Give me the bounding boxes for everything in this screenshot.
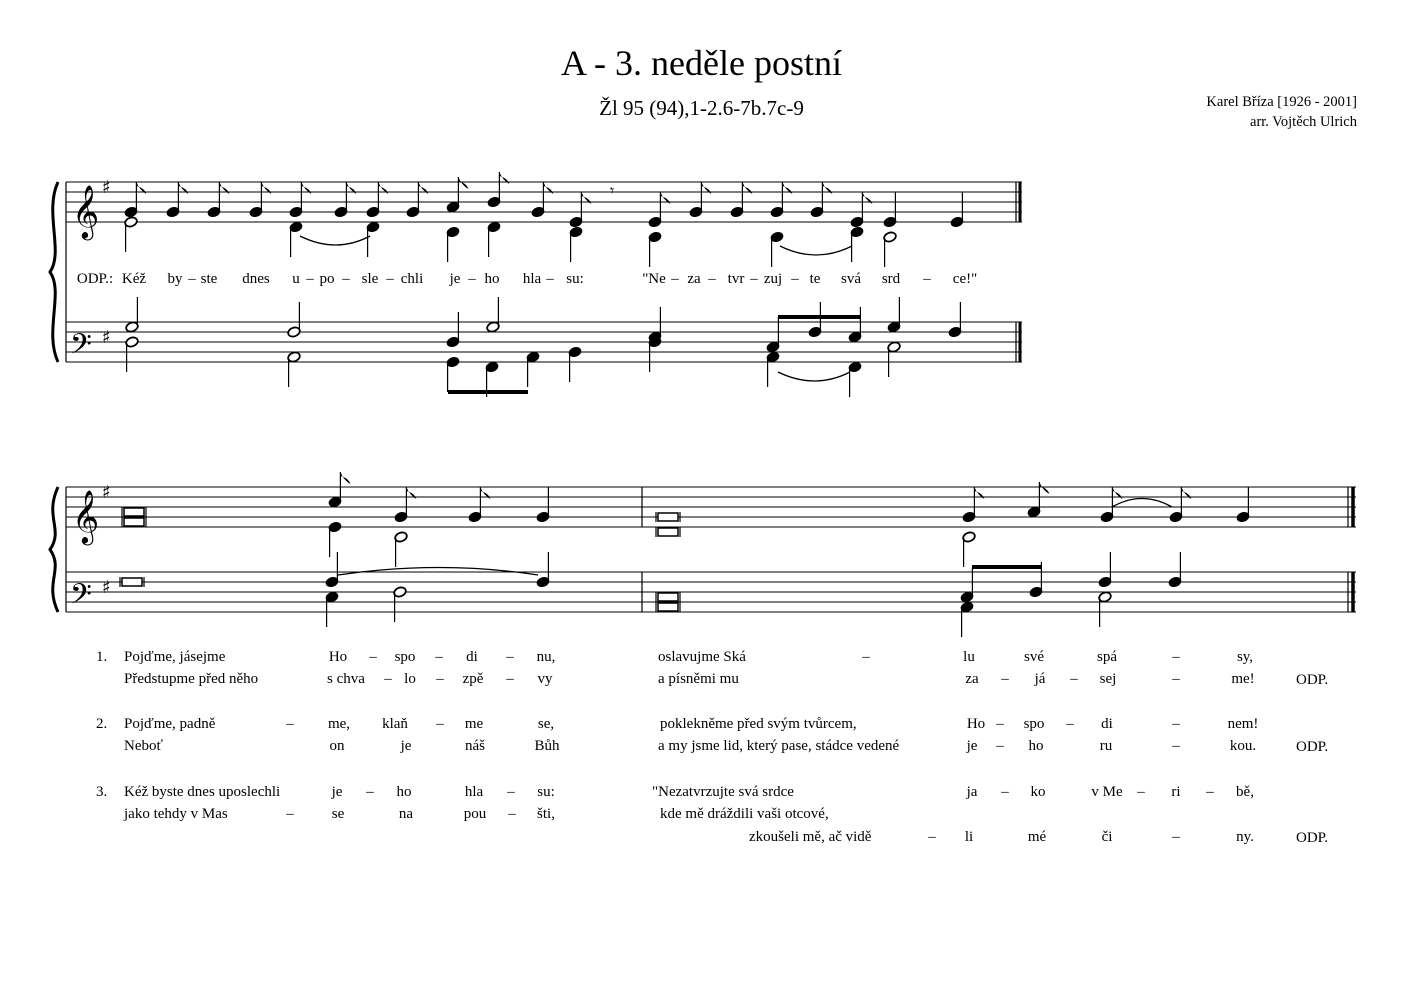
verse-syllable: –	[1070, 671, 1078, 687]
verse-syllable: –	[506, 671, 514, 687]
verse-syllable: on	[329, 738, 345, 754]
breve-note	[658, 593, 678, 601]
tie	[1112, 499, 1172, 508]
verse-syllable: mé	[1027, 829, 1047, 845]
verse-text: jako tehdy v Mas	[124, 806, 228, 822]
verse-syllable: na	[398, 806, 414, 822]
verse-syllable: me!	[1231, 671, 1255, 687]
verse-syllable: pou	[463, 806, 487, 822]
verse-syllable: –	[1066, 716, 1074, 732]
verse-syllable: spo	[1023, 716, 1045, 732]
verse-syllable: –	[508, 806, 516, 822]
odp-marker: ODP.	[1296, 672, 1329, 688]
verse-syllable: –	[996, 716, 1004, 732]
verse-syllable: –	[1172, 649, 1180, 665]
verse-syllable: –	[286, 806, 294, 822]
tie	[300, 236, 370, 245]
system-brace	[50, 487, 58, 612]
verse-syllable: di	[466, 649, 478, 665]
tie	[778, 372, 850, 381]
verse-syllable: me	[464, 716, 484, 732]
verse-syllable: spá	[1097, 649, 1117, 665]
verse-syllable: lu	[963, 649, 975, 665]
refrain-syllable: zuj	[763, 271, 783, 287]
refrain-syllable: –	[342, 271, 350, 287]
verse-syllable: –	[286, 716, 294, 732]
verse-syllable: hla	[464, 784, 484, 800]
key-signature-sharp: ♯	[102, 177, 111, 198]
verse-syllable: –	[1172, 829, 1180, 845]
refrain-syllable: su:	[566, 271, 584, 287]
verse-syllable: –	[506, 649, 514, 665]
verse-syllable: nu,	[536, 649, 556, 665]
verse-syllable: ho	[1028, 738, 1044, 754]
refrain-syllable: svá	[841, 271, 861, 287]
treble-clef-icon: 𝄞	[72, 489, 100, 543]
psalm-reference: Žl 95 (94),1-2.6-7b.7c-9	[599, 96, 804, 120]
odp-marker: ODP.	[1296, 739, 1329, 755]
refrain-syllable: u	[292, 271, 300, 287]
breve-note	[658, 513, 678, 521]
bass-clef-icon: 𝄢	[70, 328, 92, 368]
refrain-syllable: po	[319, 271, 335, 287]
verse-syllable: šti,	[537, 806, 555, 822]
verse-syllable: –	[1172, 716, 1180, 732]
verse-text: "Nezatvrzujte svá srdce	[652, 784, 794, 800]
verse-text: Neboť	[124, 738, 163, 754]
refrain-syllable: ODP.:	[76, 271, 114, 287]
verse-syllable: –	[928, 829, 936, 845]
verse-syllable: –	[384, 671, 392, 687]
breve-note	[124, 508, 144, 516]
verse-syllable: su:	[537, 784, 555, 800]
verse-syllable: –	[996, 738, 1004, 754]
verse-syllable: zpě	[462, 671, 484, 687]
verse-syllable: di	[1101, 716, 1113, 732]
verse-syllable: kou.	[1229, 738, 1257, 754]
verse-text: Kéž byste dnes uposlechli	[124, 784, 281, 800]
verse-syllable: –	[369, 649, 377, 665]
verse-syllable: či	[1101, 829, 1113, 845]
verse-text: zkoušeli mě, ač vidě	[749, 829, 872, 845]
refrain-syllable: –	[468, 271, 476, 287]
verse-syllable: –	[1001, 671, 1009, 687]
refrain-syllable: ce!"	[952, 271, 978, 287]
bass-clef-icon: 𝄢	[70, 578, 92, 618]
verse-number: 3.	[96, 784, 108, 800]
verse-syllable: Bůh	[534, 738, 560, 754]
system-brace	[50, 182, 58, 362]
key-signature-sharp: ♯	[102, 327, 111, 348]
verse-text: poklekněme před svým tvůrcem,	[660, 716, 857, 732]
verse-syllable: sej	[1099, 671, 1117, 687]
arranger: arr. Vojtěch Ulrich	[1250, 114, 1357, 130]
refrain-syllable: by	[167, 271, 183, 287]
notation	[50, 172, 1356, 637]
treble-clef-icon: 𝄞	[72, 184, 100, 238]
verse-syllable: já	[1034, 671, 1046, 687]
page-title: A - 3. neděle postní	[561, 43, 842, 83]
refrain-syllable: Kéž	[121, 271, 147, 287]
verse-syllable: náš	[465, 738, 485, 754]
refrain-syllable: "Ne	[642, 271, 666, 287]
verse-syllable: –	[862, 649, 870, 665]
verse-syllable: –	[436, 671, 444, 687]
breve-note	[124, 518, 144, 526]
tie	[780, 246, 852, 255]
refrain-syllable: –	[791, 271, 799, 287]
verse-syllable: je	[400, 738, 412, 754]
verse-syllable: me,	[327, 716, 351, 732]
refrain-syllable: dnes	[242, 271, 270, 287]
refrain-syllable: –	[923, 271, 931, 287]
refrain-syllable: –	[386, 271, 394, 287]
refrain-syllable: za	[687, 271, 701, 287]
refrain-syllable: je	[449, 271, 461, 287]
refrain-syllable: –	[546, 271, 554, 287]
verse-syllable: klaň	[382, 716, 408, 732]
refrain-syllable: –	[188, 271, 196, 287]
verse-syllable: –	[507, 784, 515, 800]
refrain-syllable: –	[671, 271, 679, 287]
composer: Karel Bříza [1926 - 2001]	[1206, 94, 1357, 110]
verse-syllable: –	[1137, 784, 1145, 800]
refrain-syllable: hla	[522, 271, 542, 287]
refrain-syllable: –	[708, 271, 716, 287]
verse-syllable: se,	[537, 716, 555, 732]
odp-marker: ODP.	[1296, 830, 1329, 846]
verse-syllable: vy	[537, 671, 553, 687]
refrain-syllable: –	[306, 271, 314, 287]
verse-syllable: nem!	[1227, 716, 1259, 732]
verse-syllable: své	[1024, 649, 1044, 665]
note-flag	[340, 472, 350, 484]
verse-syllable: –	[436, 716, 444, 732]
verse-syllable: je	[966, 738, 978, 754]
verse-syllable: sy,	[1236, 649, 1254, 665]
verse-syllable: bě,	[1236, 784, 1254, 800]
verse-syllable: je	[331, 784, 343, 800]
refrain-syllable: ho	[484, 271, 500, 287]
verse-syllable: ko	[1030, 784, 1046, 800]
verse-syllable: Ho	[328, 649, 348, 665]
verse-text: a písněmi mu	[658, 671, 739, 687]
verse-syllable: ho	[396, 784, 412, 800]
verse-syllable: ja	[966, 784, 978, 800]
verse-syllable: –	[435, 649, 443, 665]
verse-syllable: spo	[394, 649, 416, 665]
verse-syllable: Ho	[966, 716, 986, 732]
refrain-syllable: srd	[881, 271, 901, 287]
refrain-syllable: –	[750, 271, 758, 287]
verse-syllable: –	[1172, 671, 1180, 687]
verse-syllable: –	[1001, 784, 1009, 800]
verse-syllable: se	[331, 806, 345, 822]
key-signature-sharp: ♯	[102, 482, 111, 503]
breve-note	[658, 603, 678, 611]
verse-syllable: v Me	[1091, 784, 1123, 800]
verse-text: kde mě dráždili vaši otcové,	[660, 806, 829, 822]
breve-note	[658, 528, 678, 536]
slur	[338, 568, 538, 576]
breve-note	[122, 578, 142, 586]
eighth-rest-icon: 𝄾	[610, 181, 615, 200]
refrain-syllable: te	[809, 271, 821, 287]
verse-syllable: ru	[1099, 738, 1113, 754]
verse-number: 1.	[96, 649, 108, 665]
verse-text: Předstupme před něho	[124, 671, 259, 687]
refrain-syllable: chli	[400, 271, 424, 287]
refrain-syllable: ste	[200, 271, 218, 287]
verse-text: Pojďme, padně	[124, 716, 216, 732]
verse-syllable: za	[965, 671, 979, 687]
verse-syllable: –	[366, 784, 374, 800]
refrain-syllable: sle	[361, 271, 379, 287]
verse-syllable: ny.	[1236, 829, 1254, 845]
verse-text: oslavujme Ská	[658, 649, 746, 665]
note-flag	[458, 177, 468, 189]
verse-syllable: ri	[1171, 784, 1181, 800]
verse-text: a my jsme lid, který pase, stádce vedené	[658, 738, 900, 754]
verse-syllable: lo	[404, 671, 416, 687]
verse-text: Pojďme, jásejme	[124, 649, 226, 665]
verse-syllable: –	[1206, 784, 1214, 800]
verse-syllable: s chva	[327, 671, 365, 687]
note-flag	[1039, 482, 1049, 494]
verse-number: 2.	[96, 716, 108, 732]
key-signature-sharp: ♯	[102, 577, 111, 598]
refrain-syllable: tvr	[727, 271, 745, 287]
verse-syllable: li	[964, 829, 974, 845]
verse-syllable: –	[1172, 738, 1180, 754]
